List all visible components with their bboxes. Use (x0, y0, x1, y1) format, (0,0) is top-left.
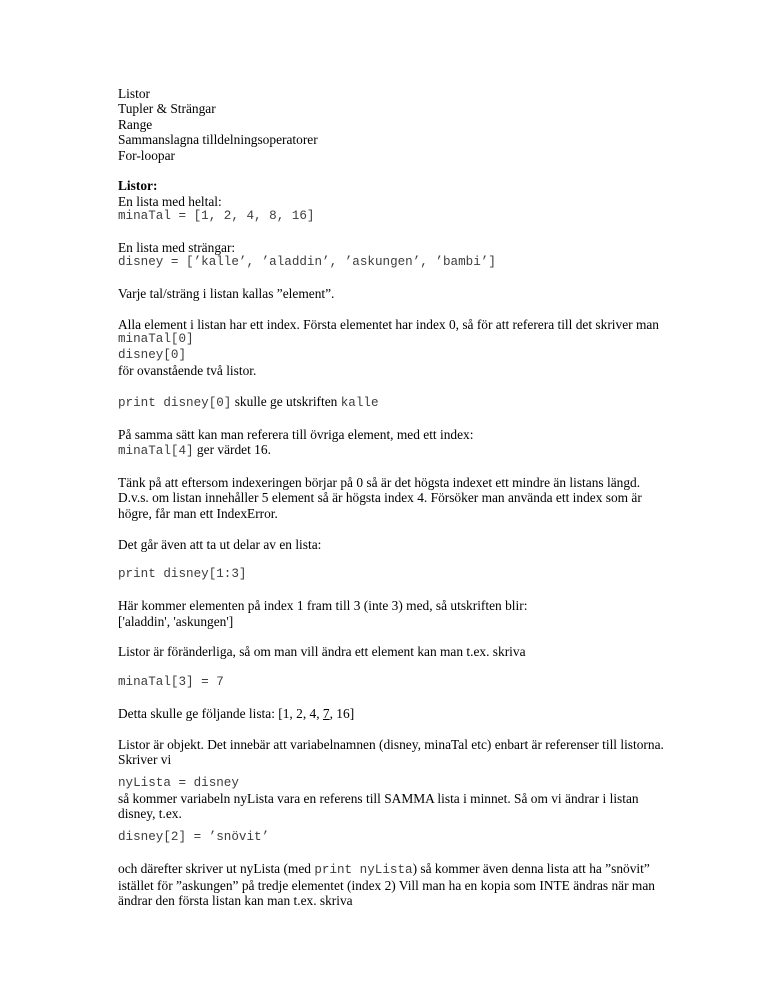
code-minatal-4: minaTal[4] (118, 444, 194, 459)
table-of-contents (118, 86, 668, 163)
paragraph-list-int: En lista med heltal: (118, 193, 222, 209)
paragraph-index: Alla element i listan har ett index. Första elementet har index 0, så för att referera till det skriver man (118, 317, 660, 333)
code-minatal-0: minaTal[0] (118, 332, 194, 347)
paragraph-result (118, 706, 668, 721)
paragraph-mutable: Listor är föränderliga, så om man vill ändra ett element kan man t.ex. skriva (118, 644, 526, 660)
paragraph-think: Tänk på att eftersom indexeringen börjar på 0 så är det högsta indexet ett mindre än listans längd. D.v.s. om listan innehåller 5 element så är högsta index 4. Försöker man använda ett index som är högre, får man ett IndexError. (118, 475, 642, 521)
paragraph-print-example (118, 394, 668, 411)
code-slice: print disney[1:3] (118, 567, 247, 582)
code-disney: disney = [’kalle’, ’aladdin’, ’askungen’, ’bambi’] (118, 255, 496, 270)
paragraph-slice: Det går även att ta ut delar av en lista: (118, 536, 322, 552)
paragraph-for-two: för ovanstående två listor. (118, 363, 257, 379)
text-skulle-ge: skulle ge utskriften (231, 394, 341, 410)
paragraph-slice-output: ['aladdin', 'askungen'] (118, 613, 234, 629)
code-print-nylista: print nyLista (314, 862, 413, 877)
paragraph-then (118, 861, 668, 909)
paragraph-reference: så kommer variabeln nyLista vara en referens till SAMMA lista i minnet. Så om vi ändrar i listan disney, t.ex. (118, 791, 639, 822)
toc-item-for-loops: For-loopar (118, 147, 176, 163)
text-result-pre: Detta skulle ge följande lista: [1, 2, 4, (118, 706, 323, 722)
text-ger-vardet: ger värdet 16. (193, 442, 271, 458)
text-then-post: ) så kommer även denna lista att ha ”snövit” istället för ”askungen” på tredje elementet (index 2) Vill man ha en kopia som INTE ändras när man ändrar den första listan kan man t.ex. skriva (118, 860, 655, 909)
code-disney-0: disney[0] (118, 347, 187, 362)
code-kalle: kalle (340, 396, 379, 411)
paragraph-slice-result: Här kommer elementen på index 1 fram till 3 (inte 3) med, så utskriften blir: (118, 598, 528, 614)
code-print-disney-0: print disney[0] (118, 396, 232, 411)
code-nylista: nyLista = disney (118, 775, 239, 790)
toc-item-range: Range (118, 116, 153, 132)
text-result-post: , 16] (329, 706, 355, 722)
text-result-mark: 7 (322, 706, 330, 722)
code-snovit: disney[2] = ’snövit’ (118, 829, 270, 844)
section-heading: Listor: (118, 178, 158, 194)
text-then-pre: och därefter skriver ut nyLista (med (118, 860, 315, 876)
code-minatal: minaTal = [1, 2, 4, 8, 16] (118, 209, 315, 224)
toc-item-listor: Listor (118, 86, 150, 101)
toc-item-tupler: Tupler & Strängar (118, 101, 216, 117)
toc-item-operators: Sammanslagna tilldelningsoperatorer (118, 132, 318, 148)
code-assign: minaTal[3] = 7 (118, 675, 224, 690)
paragraph-list-str: En lista med strängar: (118, 240, 236, 256)
paragraph-objects: Listor är objekt. Det innebär att variabelnamnen (disney, minaTal etc) enbart är referenser till listorna. Skriver vi (118, 736, 664, 768)
paragraph-index-value (118, 442, 668, 459)
paragraph-element: Varje tal/sträng i listan kallas ”element”. (118, 286, 335, 302)
paragraph-same-way: På samma sätt kan man referera till övriga element, med ett index: (118, 426, 474, 442)
